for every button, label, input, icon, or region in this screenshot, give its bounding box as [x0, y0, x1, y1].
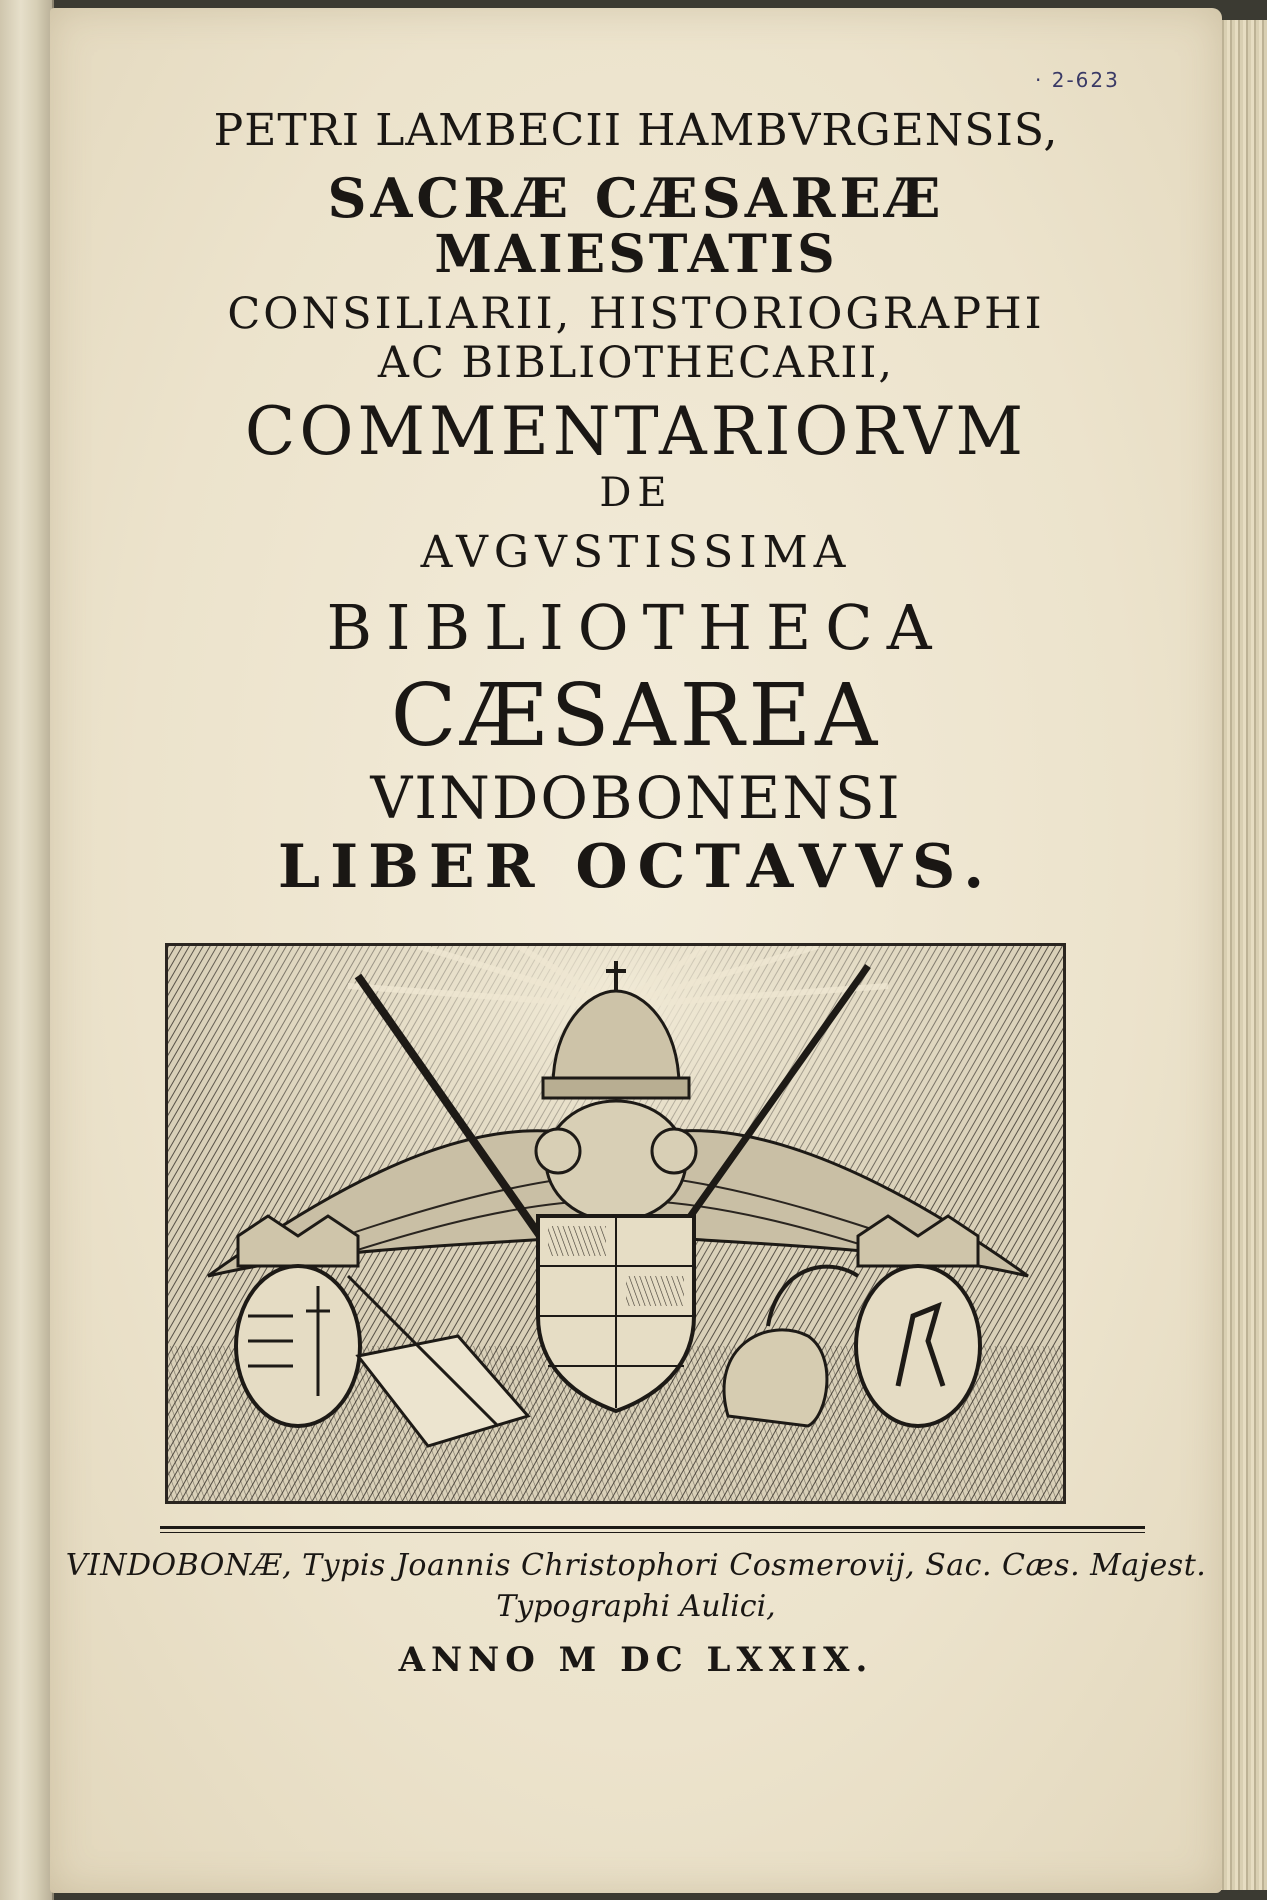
engraved-vignette — [165, 943, 1066, 1504]
imprint-place-printer: VINDOBONÆ, Typis Joannis Christophori Cosmerovij, Sac. Cæs. Majest. — [65, 1548, 1207, 1583]
right-shield — [856, 1266, 980, 1426]
title-page — [50, 8, 1222, 1893]
title-line-5: AC BIBLIOTHECARII, — [377, 338, 895, 388]
title-line-6: COMMENTARIORVM — [244, 393, 1028, 470]
imprint-year: ANNO M DC LXXIX. — [398, 1640, 874, 1680]
title-line-2: SACRÆ CÆSAREÆ — [327, 166, 945, 230]
book-binding — [0, 0, 54, 1900]
title-line-4: CONSILIARII, HISTORIOGRAPHI — [227, 289, 1045, 339]
title-line-3: MAIESTATIS — [434, 224, 838, 285]
imprint-printer-title: Typographi Aulici, — [496, 1589, 776, 1624]
title-line-10: CÆSAREA — [390, 666, 882, 766]
title-line-9: BIBLIOTHECA — [326, 591, 946, 664]
title-line-7: DE — [599, 470, 673, 516]
rule-thick — [160, 1526, 1145, 1529]
title-line-8: AVGVSTISSIMA — [420, 527, 852, 578]
title-line-12: LIBER OCTAVVS. — [277, 832, 995, 902]
imprint-block — [50, 1548, 1222, 1680]
shelfmark: · 2-623 — [1035, 68, 1120, 92]
title-block — [50, 103, 1222, 902]
page-edges — [1218, 20, 1267, 1890]
rule-thin — [160, 1532, 1145, 1533]
eagle-arms-engraving — [168, 946, 1063, 1501]
author-line: PETRI LAMBECII HAMBVRGENSIS, — [213, 105, 1059, 156]
title-line-11: VINDOBONENSI — [370, 764, 902, 832]
left-shield — [236, 1266, 360, 1426]
